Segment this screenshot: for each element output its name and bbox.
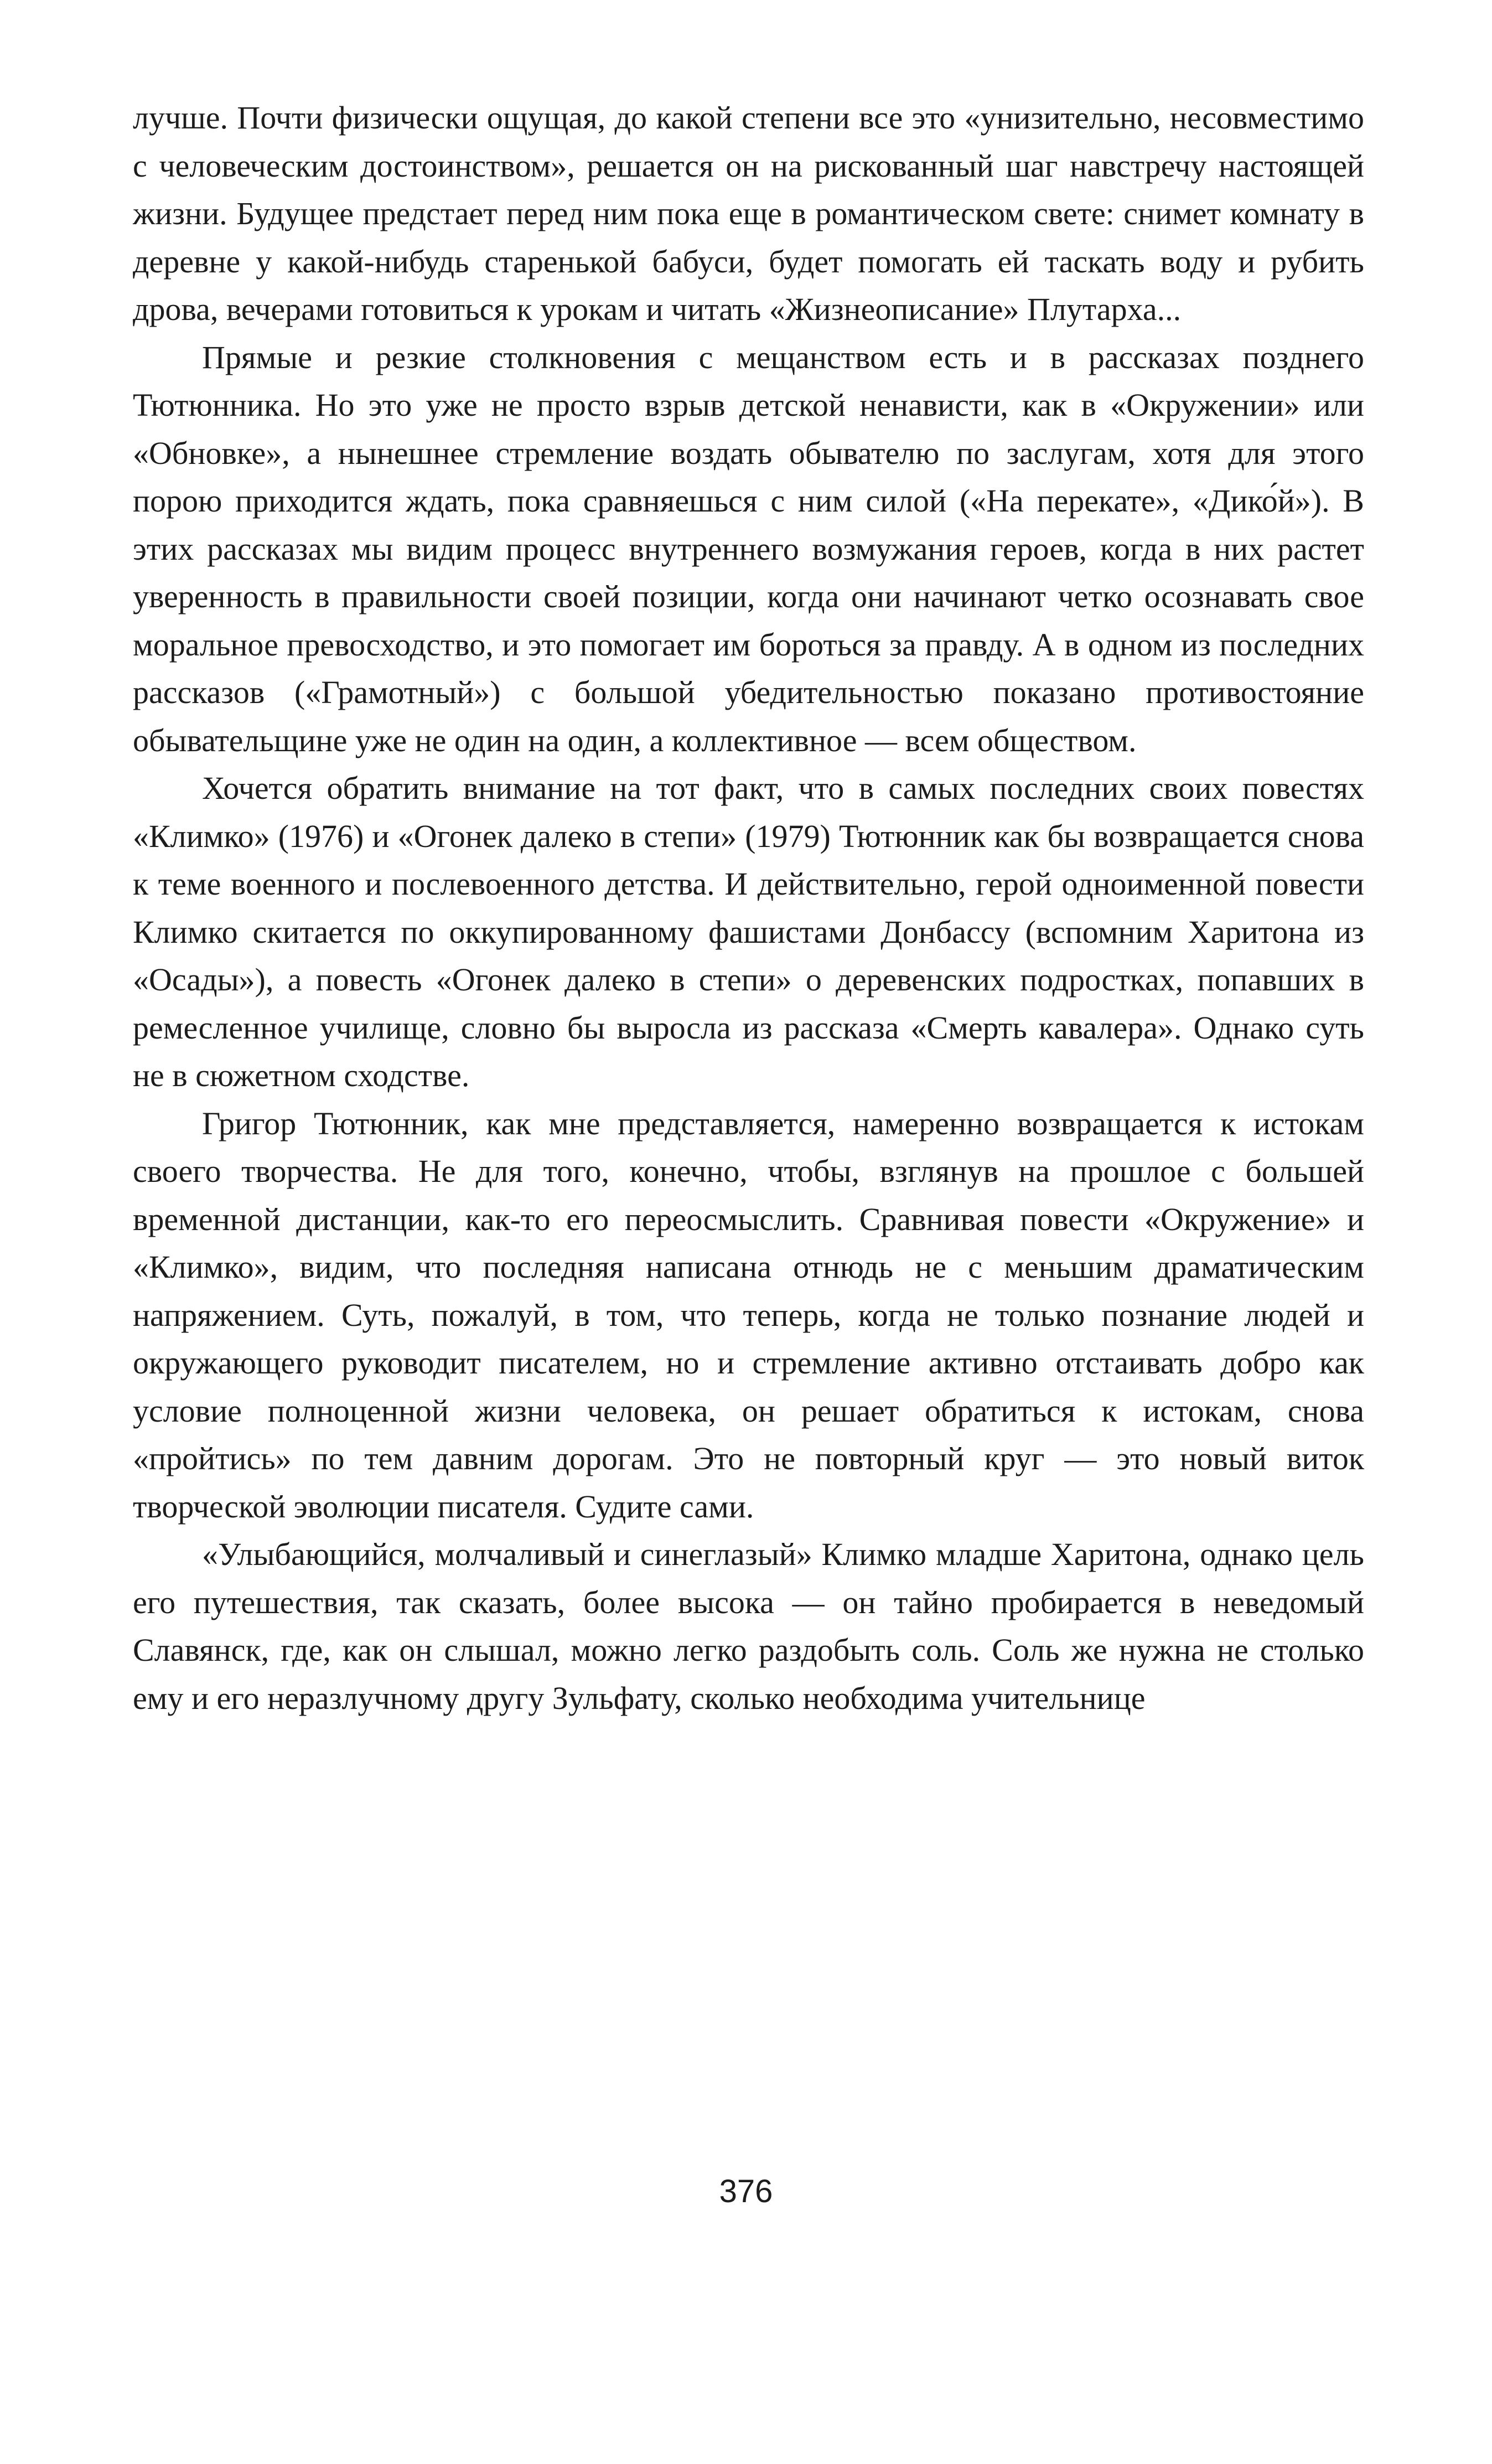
- paragraph-return-to-origins: Григор Тютюнник, как мне представляется, намеренно возвращается к истокам своего творчества. Не для того, конечно, чтобы, взглянув на прошлое с большей временной дистанции, как-то его переосмыслить. Сравнивая повести «Окружение» и «Климко», видим, что последняя написана отнюдь не с меньшим драматическим напряжением. Суть, пожалуй, в том, что теперь, когда не только познание людей и окружающего руководит писателем, но и стремление активно отстаивать добро как условие полноценной жизни человека, он решает обратиться к истокам, снова «пройтись» по тем давним дорогам. Это не повторный круг — это новый виток творческой эволюции писателя. Судите сами.: [133, 1105, 1364, 1525]
- paragraph-meshchanstvo: Прямые и резкие столкновения с мещанством есть и в рассказах позднего Тютюнника. Но это уже не просто взрыв детской ненависти, как в «Окружении» или «Обновке», а нынешнее стремление воздать обывателю по заслугам, хотя для этого порою приходится ждать, пока сравняешься с ним силой («На перекате», «Дико́й»). В этих рассказах мы видим процесс внутреннего возмужания героев, когда в них растет уверенность в правильности своей позиции, когда они начинают четко осознавать свое моральное превосходство, и это помогает им бороться за правду. А в одном из последних рассказов («Грамотный») с большой убедительностью показано противостояние обывательщине уже не один на один, а коллективное — всем обществом.: [133, 339, 1364, 758]
- paragraph-last-novellas: Хочется обратить внимание на тот факт, что в самых последних своих повестях «Климко» (1976) и «Огонек далеко в степи» (1979) Тютюнник как бы возвращается снова к теме военного и послевоенного детства. И действительно, герой одноименной повести Климко скитается по оккупированному фашистами Донбассу (вспомним Харитона из «Осады»), а повесть «Огонек далеко в степи» о деревенских подростках, попавших в ремесленное училище, словно бы выросла из рассказа «Смерть кавалера». Однако суть не в сюжетном сходстве.: [133, 770, 1364, 1093]
- page-body: [133, 94, 1364, 1722]
- paragraph-continuation: лучше. Почти физически ощущая, до какой степени все это «унизительно, несовместимо с человеческим достоинством», решается он на рискованный шаг навстречу настоящей жизни. Будущее предстает перед ним пока еще в романтическом свете: снимет комнату в деревне у какой-нибудь старенькой бабуси, будет помогать ей таскать воду и рубить дрова, вечерами готовиться к урокам и читать «Жизнеописание» Плутарха...: [133, 100, 1364, 327]
- paragraph-klimko: «Улыбающийся, молчаливый и синеглазый» Климко младше Харитона, однако цель его путешествия, так сказать, более высока — он тайно пробирается в неведомый Славянск, где, как он слышал, можно легко раздобыть соль. Соль же нужна не столько ему и его неразлучному другу Зульфату, сколько необходима учительнице: [133, 1536, 1364, 1716]
- page-number: 376: [719, 2173, 773, 2209]
